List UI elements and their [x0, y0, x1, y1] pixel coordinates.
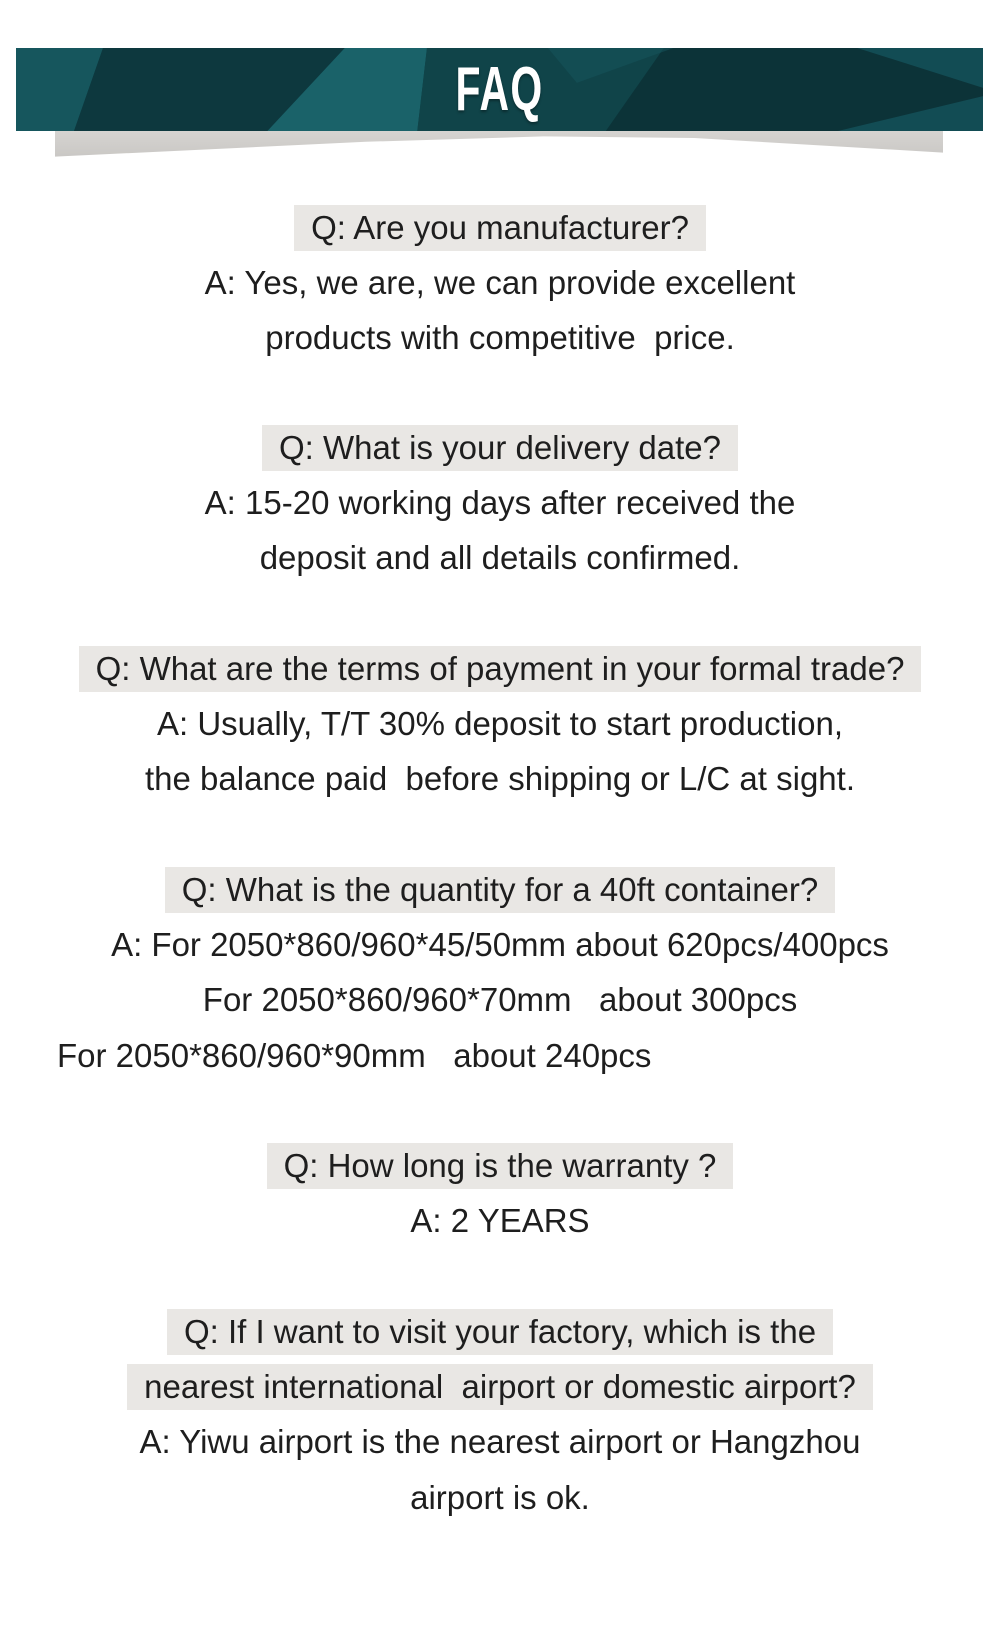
question-text: nearest international airport or domestic airport? — [127, 1364, 873, 1410]
faq-banner — [16, 48, 983, 131]
banner-ribbon-shadow — [55, 131, 943, 158]
answer-text: A: Yes, we are, we can provide excellent — [204, 264, 796, 302]
question-line — [0, 1359, 1000, 1414]
answer-line — [0, 917, 1000, 972]
answer-line — [0, 973, 1000, 1028]
question-line — [0, 862, 1000, 917]
question-text: Q: Are you manufacturer? — [294, 205, 706, 251]
question-text: Q: How long is the warranty ? — [267, 1143, 734, 1189]
question-line — [0, 641, 1000, 696]
faq-item — [0, 200, 1000, 366]
answer-text: A: 15-20 working days after received the — [204, 484, 796, 522]
answer-line — [0, 531, 1000, 586]
question-line — [0, 200, 1000, 255]
answer-line — [0, 311, 1000, 366]
question-text: Q: What is the quantity for a 40ft container? — [165, 867, 836, 913]
answer-text: A: Yiwu airport is the nearest airport or Hangzhou — [139, 1423, 861, 1461]
answer-text: A: 2 YEARS — [410, 1202, 590, 1240]
answer-text: For 2050*860/960*70mm about 300pcs — [202, 981, 798, 1019]
answer-line — [0, 475, 1000, 530]
question-line — [0, 420, 1000, 475]
answer-line — [0, 1415, 1000, 1470]
answer-text: airport is ok. — [410, 1478, 590, 1516]
question-line — [0, 1138, 1000, 1193]
faq-item — [0, 1138, 1000, 1249]
faq-item — [0, 862, 1000, 1084]
question-text: Q: If I want to visit your factory, which is the — [167, 1309, 833, 1355]
answer-line — [0, 1193, 1000, 1248]
banner-title: FAQ — [455, 55, 544, 124]
answer-text: A: For 2050*860/960*45/50mm about 620pcs/400pcs — [111, 926, 889, 964]
answer-line — [0, 1470, 1000, 1525]
question-text: Q: What is your delivery date? — [262, 425, 738, 471]
question-line — [0, 1304, 1000, 1359]
answer-line — [0, 255, 1000, 310]
answer-line — [0, 752, 1000, 807]
faq-item — [0, 1304, 1000, 1526]
answer-text: For 2050*860/960*90mm about 240pcs — [57, 1036, 652, 1074]
faq-item — [0, 641, 1000, 807]
answer-text: deposit and all details confirmed. — [259, 539, 741, 577]
answer-text: the balance paid before shipping or L/C at sight. — [145, 760, 855, 798]
question-text: Q: What are the terms of payment in your formal trade? — [79, 646, 922, 692]
answer-text: A: Usually, T/T 30% deposit to start production, — [156, 705, 843, 743]
answer-line — [0, 696, 1000, 751]
answer-text: products with competitive price. — [265, 319, 735, 357]
faq-item — [0, 420, 1000, 586]
answer-line — [0, 1028, 1000, 1083]
